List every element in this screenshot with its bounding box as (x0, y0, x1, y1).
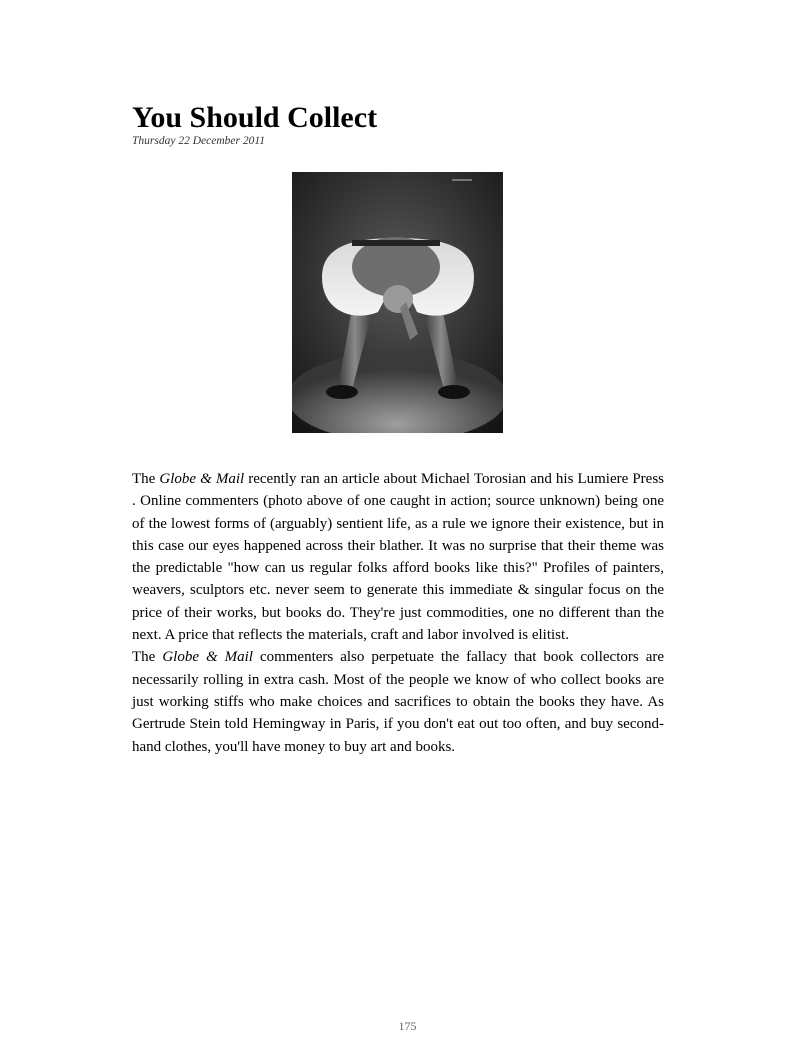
page-number: 175 (398, 1019, 417, 1033)
article-body (132, 468, 664, 758)
paragraph-1: The Globe & Mail recently ran an article about Michael Torosian and his Lumiere Press . Online commenters (photo above of one caught in action; source unknown) being one of the lowest forms of (arguably) sentient life, as a rule we ignore their existence, but in this case our eyes happened across their blather. It was no surprise that their theme was the predictable "how can us regular folks afford books like this?" Profiles of painters, weavers, sculptors etc. never seem to generate this immediate & singular focus on the price of their works, but books do. They're just commodities, one no different than the next. A price that reflects the materials, craft and labor involved is elitist. (132, 471, 665, 644)
article-photo (292, 172, 503, 433)
article-date: Thursday 22 December 2011 (132, 135, 265, 147)
publication-name: Globe & Mail (162, 649, 253, 666)
paragraph-2: The Globe & Mail commenters also perpetuate the fallacy that book collectors are necessarily rolling in extra cash. Most of the people we know of who collect books are just working stiffs who make choices and sacrifices to obtain the books they have. As Gertrude Stein told Hemingway in Paris, if you don't eat out too often, and buy second-hand clothes, you'll have money to buy art and books. (132, 649, 665, 755)
article-title: You Should Collect (132, 101, 378, 134)
publication-name: Globe & Mail (159, 471, 245, 487)
